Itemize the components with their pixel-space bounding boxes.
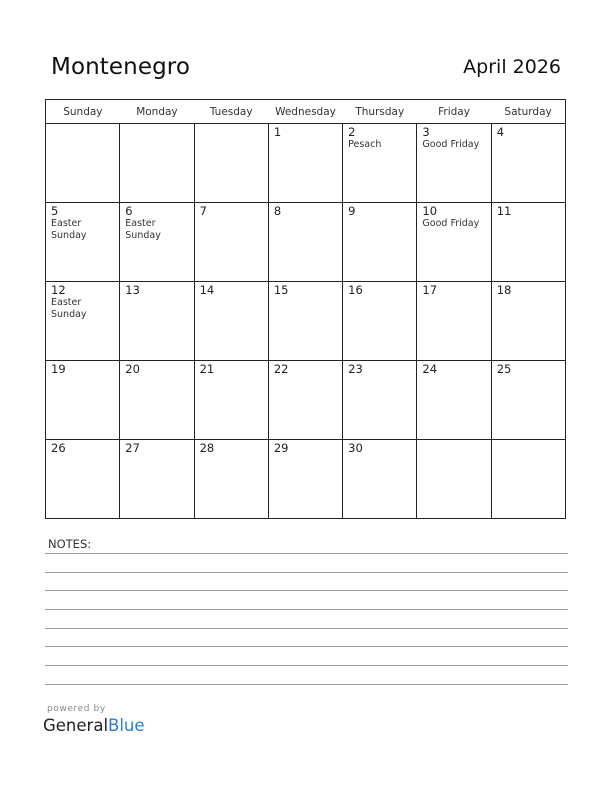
day-number: 28 (199, 441, 215, 455)
day-cell (343, 124, 417, 203)
day-number: 15 (273, 283, 289, 297)
day-cell (120, 282, 194, 361)
day-cell (268, 203, 342, 282)
day-number: 6 (125, 204, 133, 218)
day-cell (417, 440, 491, 519)
day-cell (268, 361, 342, 440)
country-title: Montenegro (51, 54, 191, 80)
powered-by-text: powered by (47, 704, 106, 714)
day-number: 24 (422, 362, 438, 376)
day-cell (120, 361, 194, 440)
note-line (45, 665, 568, 666)
day-cell (268, 440, 342, 519)
day-number: 22 (273, 362, 289, 376)
day-number: 12 (51, 283, 66, 297)
weekday-header: Sunday (46, 100, 120, 124)
day-number: 17 (422, 283, 438, 297)
holiday-label: Easter Sunday (51, 297, 87, 320)
day-cell (46, 124, 120, 203)
day-cell (194, 282, 268, 361)
day-number: 1 (273, 125, 282, 139)
weekday-header: Monday (120, 100, 194, 124)
day-cell (120, 203, 194, 282)
weekday-header: Tuesday (194, 100, 268, 124)
day-cell (194, 203, 268, 282)
week-row (46, 361, 566, 440)
week-row (46, 124, 566, 203)
day-cell (343, 361, 417, 440)
day-cell (194, 361, 268, 440)
day-cell (46, 361, 120, 440)
day-cell (491, 203, 565, 282)
day-cell (417, 361, 491, 440)
day-number: 29 (273, 441, 289, 455)
day-number: 7 (199, 204, 207, 218)
holiday-label: Easter Sunday (51, 218, 87, 241)
day-number: 2 (348, 125, 356, 139)
holiday-label: Pesach (348, 139, 382, 150)
day-number: 8 (273, 204, 282, 218)
day-cell (343, 440, 417, 519)
day-cell (343, 282, 417, 361)
day-cell (417, 282, 491, 361)
day-number: 3 (422, 125, 430, 139)
day-cell (491, 440, 565, 519)
day-cell (491, 124, 565, 203)
day-cell (120, 440, 194, 519)
day-cell (46, 282, 120, 361)
holiday-label: Good Friday (422, 139, 480, 150)
day-number: 10 (422, 204, 438, 218)
day-cell (417, 203, 491, 282)
day-cell (120, 124, 194, 203)
day-cell (194, 124, 268, 203)
weekday-header: Thursday (343, 100, 417, 124)
brand-blue: Blue (108, 716, 145, 735)
notes-label: NOTES: (48, 537, 92, 551)
day-number: 30 (348, 441, 363, 455)
day-number: 9 (348, 204, 356, 218)
day-cell (268, 124, 342, 203)
day-number: 27 (125, 441, 140, 455)
day-number: 4 (496, 125, 505, 139)
day-number: 21 (199, 362, 215, 376)
day-cell (194, 440, 268, 519)
weekday-header-row (46, 100, 566, 124)
day-cell (491, 361, 565, 440)
day-number: 16 (348, 283, 363, 297)
brand-general: General (43, 716, 109, 735)
day-cell (46, 440, 120, 519)
note-line (45, 590, 568, 591)
day-number: 11 (496, 204, 512, 218)
day-cell (491, 282, 565, 361)
day-number: 23 (348, 362, 363, 376)
week-row (46, 440, 566, 519)
day-cell (268, 282, 342, 361)
note-line (45, 609, 568, 610)
week-row (46, 203, 566, 282)
day-number: 19 (51, 362, 66, 376)
day-number: 26 (51, 441, 66, 455)
holiday-label: Good Friday (422, 218, 480, 229)
week-row (46, 282, 566, 361)
day-cell (417, 124, 491, 203)
month-year-title: April 2026 (463, 56, 561, 78)
note-line (45, 646, 568, 647)
note-line (45, 684, 568, 685)
day-cell (343, 203, 417, 282)
day-cell (46, 203, 120, 282)
holiday-label: Easter Sunday (125, 218, 161, 241)
note-line (45, 553, 568, 554)
weekday-header: Wednesday (268, 100, 342, 124)
day-number: 20 (125, 362, 140, 376)
weekday-header: Saturday (491, 100, 565, 124)
calendar-grid (45, 99, 566, 519)
generalblue-logo (43, 716, 145, 735)
day-number: 13 (125, 283, 140, 297)
day-number: 5 (51, 204, 59, 218)
note-line (45, 572, 568, 573)
day-number: 14 (199, 283, 215, 297)
day-number: 25 (496, 362, 512, 376)
note-line (45, 628, 568, 629)
weekday-header: Friday (417, 100, 491, 124)
day-number: 18 (496, 283, 512, 297)
